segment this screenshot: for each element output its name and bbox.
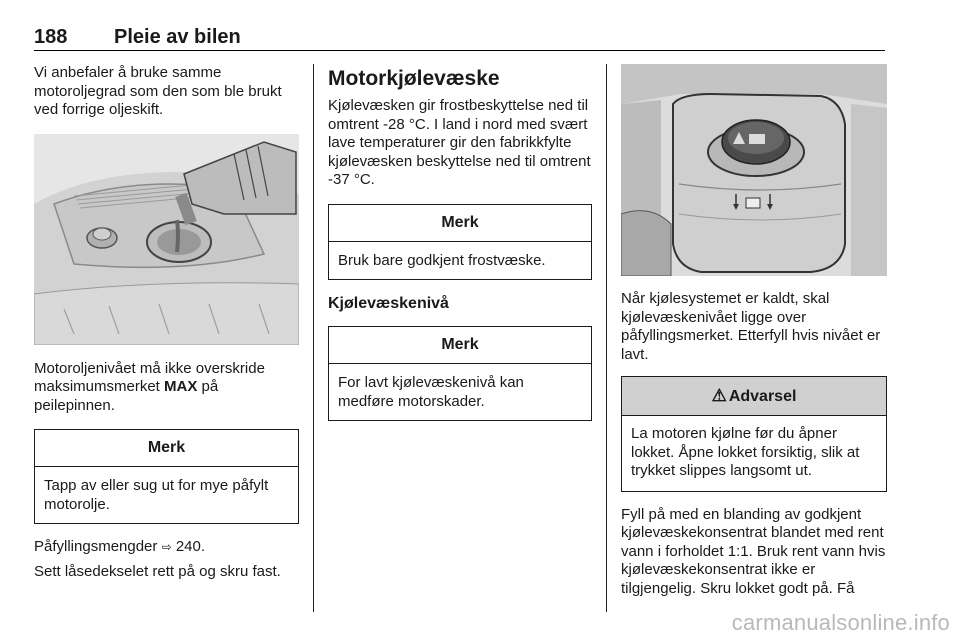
capacity-page-ref[interactable]: 240. <box>175 538 206 555</box>
coolant-fill-text: Fyll på med en blanding av godkjent kjølevæskekonsentrat blandet med rent vann i forholdet 1:1. Bruk rent vann hvis kjølevæskekonsentrat ikke er tilgjengelig. Skru lokket godt på. Få <box>621 505 886 597</box>
coolant-level-text: Når kjølesystemet er kaldt, skal kjølevæskenivået ligge over påfyllingsmerket. Etterfyll hvis nivået er lavt. <box>621 290 881 363</box>
cap-instruction-text: Sett låsedekselet rett på og skru fast. <box>34 562 281 580</box>
oil-level-text: Motoroljenivået må ikke overskride maksimumsmerket MAX på peilepinnen. <box>34 359 265 414</box>
capacity-text: Påfyllingsmengder ⇨ 240. <box>34 538 206 555</box>
chapter-title: Pleie av bilen <box>114 26 241 48</box>
oil-filling-illustration <box>34 134 299 345</box>
column-divider-1 <box>313 64 314 612</box>
column-divider-2 <box>606 64 607 612</box>
column-2 <box>328 64 592 421</box>
note-body: Bruk bare godkjent frostvæske. <box>338 251 546 269</box>
warning-box <box>621 376 887 492</box>
oil-grade-text: Vi anbefaler å bruke samme motoroljegrad som den som ble brukt ved forrige oljeskift. <box>34 64 282 118</box>
subsection-title: Kjølevæskenivå <box>328 295 449 312</box>
section-title: Motorkjølevæske <box>328 67 500 90</box>
note-box-antifreeze <box>328 204 592 281</box>
watermark: carmanualsonline.info <box>731 610 950 635</box>
note-title: Merk <box>329 327 591 364</box>
note-body: Tapp av eller sug ut for mye påfylt motorolje. <box>44 477 269 513</box>
column-3 <box>621 64 887 598</box>
header-rule <box>34 50 885 51</box>
note-title: Merk <box>35 430 298 467</box>
warning-title: Advarsel <box>728 388 797 405</box>
coolant-intro-text: Kjølevæsken gir frostbeskyttelse ned til omtrent -28 °C. I land i nord med svært lave temperaturer gir den fabrikkfylte kjølevæsken beskyttelse ned til omtrent -37 °C. <box>328 97 591 188</box>
coolant-reservoir-illustration <box>621 64 887 276</box>
note-body: For lavt kjølevæskenivå kan medføre motorskader. <box>338 374 524 410</box>
note-box-oil <box>34 429 299 524</box>
page-ref-arrow-icon: ⇨ <box>161 540 172 554</box>
warning-triangle-icon: ⚠ <box>711 386 727 405</box>
note-box-coolant-level <box>328 326 592 421</box>
warning-body: La motoren kjølne før du åpner lokket. Åpne lokket forsiktig, slik at trykket slippes langsomt ut. <box>631 425 860 479</box>
column-1 <box>34 64 299 581</box>
max-mark-label: MAX <box>164 378 198 395</box>
note-title: Merk <box>329 205 591 242</box>
page-number: 188 <box>34 26 68 48</box>
